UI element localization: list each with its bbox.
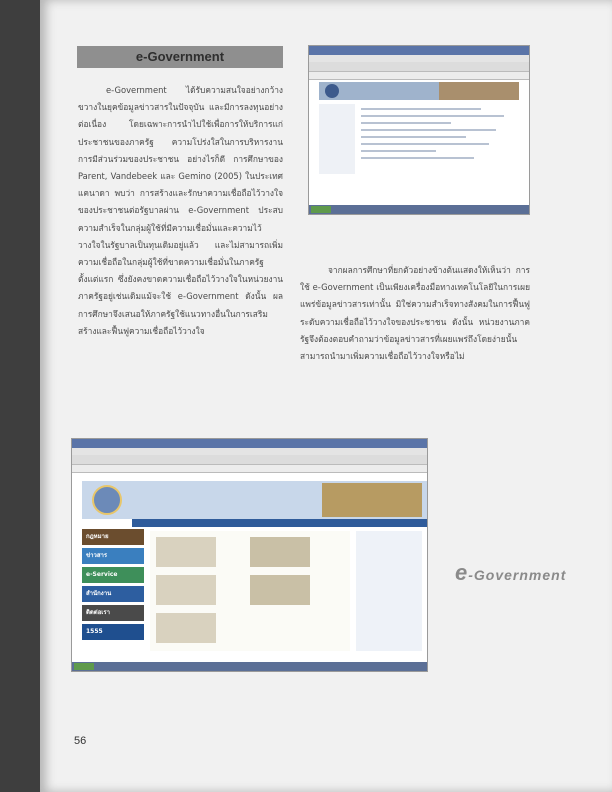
start-button xyxy=(74,663,94,670)
egov-side-mark xyxy=(455,560,566,586)
website-screenshot-1 xyxy=(308,45,530,215)
browser-menubar xyxy=(309,55,529,62)
content-card xyxy=(250,575,310,605)
paragraph-1: e-Government ได้รับความสนใจอย่างกว้างขวางในยุคข้อมูลข่าวสารในปัจจุบัน และมีการลงทุนอย่างต่อเนื่อง โดยเฉพาะการนำไปใช้เพื่อการให้บริการแก่ประชาชนของภาครัฐ ความโปร่งใสในการบริหารงาน การมีส่วนร่วมของประชาชน อย่างไรก็ดี การศึกษาของ Parent, Vandebeek และ Gemino (2005) ในประเทศแคนาดา พบว่า การสร้างและรักษาความเชื่อถือไว้วางใจของประชาชนต่อรัฐบาลผ่าน e-Government ประสบความสำเร็จในกลุ่มผู้ใช้ที่มีความเชื่อมั่นและความไว้วางใจในรัฐบาลเป็นทุนเดิมอยู่แล้ว และไม่สามารถเพิ่มความเชื่อถือในกลุ่มผู้ใช้ที่ขาดความเชื่อมั่นในภาครัฐตั้งแต่แรก ซึ่งยังคงขาดความเชื่อถือไว้วางใจในหน่วยงานภาครัฐอยู่เช่นเดิมแม้จะใช้ e-Government ดังนั้น ผลการศึกษาจึงเสนอให้ภาครัฐใช้แนวทางอื่นในการเสริมสร้างและฟื้นฟูความเชื่อถือไว้วางใจ xyxy=(78,85,283,336)
browser-menubar xyxy=(72,448,427,455)
windows-taskbar xyxy=(309,205,529,214)
sidebar-item: ข่าวสาร xyxy=(82,548,144,564)
egov-mark-rest: -Government xyxy=(468,567,567,583)
content-card xyxy=(156,537,216,567)
browser-titlebar xyxy=(309,46,529,55)
sidebar-item: ติดต่อเรา xyxy=(82,605,144,621)
site-logo xyxy=(325,84,339,98)
header-image xyxy=(322,483,422,517)
site-content xyxy=(361,108,511,164)
content-card xyxy=(156,575,216,605)
browser-address-bar xyxy=(72,465,427,473)
content-card xyxy=(250,537,310,567)
browser-address-bar xyxy=(309,72,529,80)
paragraph-2: จากผลการศึกษาที่ยกตัวอย่างข้างต้นแสดงให้เห็นว่า การใช้ e-Government เป็นเพียงเครื่องมือทางเทคโนโลยีในการเผยแพร่ข้อมูลข่าวสารเท่านั้น มิใช่ความสำเร็จทางสังคมในการฟื้นฟูระดับความเชื่อถือไว้วางใจของประชาชน ดังนั้น หน่วยงานภาครัฐจึงต้องตอบคำถามว่าข้อมูลข่าวสารที่เผยแพร่ถึงโดยง่ายนั้นสามารถนำมาเพิ่มความเชื่อถือไว้วางใจหรือไม่ xyxy=(300,265,530,362)
sidebar-item: 1555 xyxy=(82,624,144,640)
site-sidebar xyxy=(82,529,144,659)
site-nav-bar xyxy=(132,519,427,527)
sidebar-item: สำนักงาน xyxy=(82,586,144,602)
site-logo xyxy=(92,485,122,515)
egov-mark-e: e xyxy=(455,560,469,585)
content-card xyxy=(156,613,216,643)
browser-toolbar xyxy=(309,62,529,72)
site-nav xyxy=(319,104,355,174)
section-title: e-Government xyxy=(77,46,283,68)
sidebar-item: e-Service xyxy=(82,567,144,583)
website-screenshot-2 xyxy=(71,438,428,672)
page-number: 56 xyxy=(74,735,87,747)
browser-toolbar xyxy=(72,455,427,465)
site-main-content xyxy=(150,531,350,651)
windows-taskbar xyxy=(72,662,427,671)
banner-image xyxy=(439,82,519,100)
start-button xyxy=(311,206,331,213)
sidebar-item: กฎหมาย xyxy=(82,529,144,545)
site-right-column xyxy=(356,531,422,651)
browser-titlebar xyxy=(72,439,427,448)
